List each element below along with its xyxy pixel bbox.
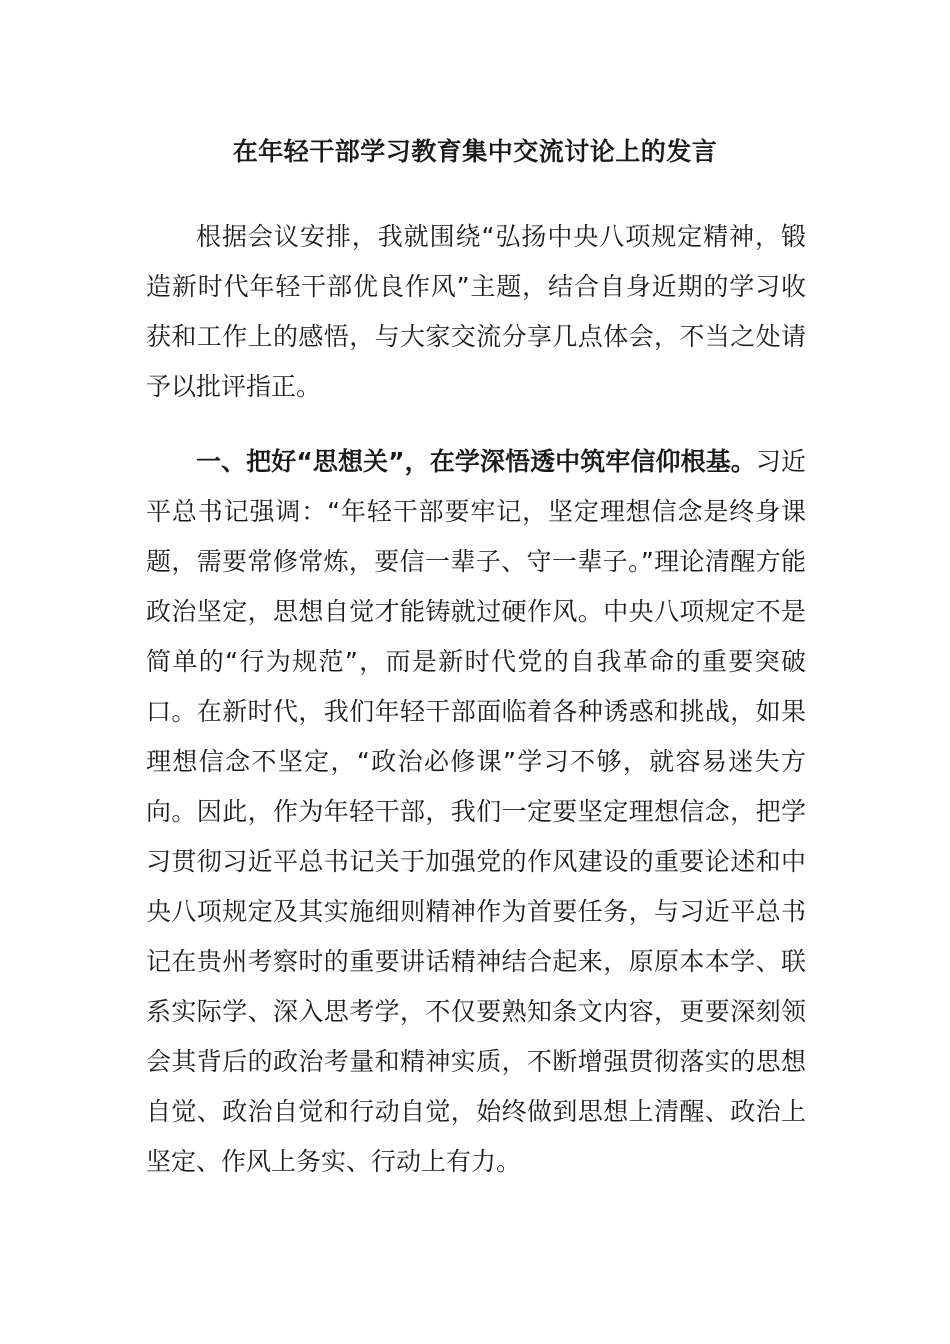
document-title: 在年轻干部学习教育集中交流讨论上的发言 <box>232 137 718 166</box>
paragraph-intro-text: 根据会议安排，我就围绕“弘扬中央八项规定精神，锻造新时代年轻干部优良作风”主题，结合自身近期的学习收获和工作上的感悟，与大家交流分享几点体会，不当之处请予以批评指正。 <box>146 222 806 401</box>
paragraph-intro <box>146 212 806 412</box>
section-one-heading: 一、把好“思想关”，在学深悟透中筑牢信仰根基。 <box>196 447 756 476</box>
paragraph-section-one <box>146 437 806 1187</box>
document-body <box>146 212 806 1187</box>
section-one-text: 习近平总书记强调：“年轻干部要牢记，坚定理想信念是终身课题，需要常修常炼，要信一辈子、守一辈子。”理论清醒方能政治坚定，思想自觉才能铸就过硬作风。中央八项规定不是简单的“行为规范”，而是新时代党的自我革命的重要突破口。在新时代，我们年轻干部面临着各种诱惑和挑战，如果理想信念不坚定，“政治必修课”学习不够，就容易迷失方向。因此，作为年轻干部，我们一定要坚定理想信念，把学习贯彻习近平总书记关于加强党的作风建设的重要论述和中央八项规定及其实施细则精神作为首要任务，与习近平总书记在贵州考察时的重要讲话精神结合起来，原原本本学、联系实际学、深入思考学，不仅要熟知条文内容，更要深刻领会其背后的政治考量和精神实质，不断增强贯彻落实的思想自觉、政治自觉和行动自觉，始终做到思想上清醒、政治上坚定、作风上务实、行动上有力。 <box>146 447 806 1176</box>
